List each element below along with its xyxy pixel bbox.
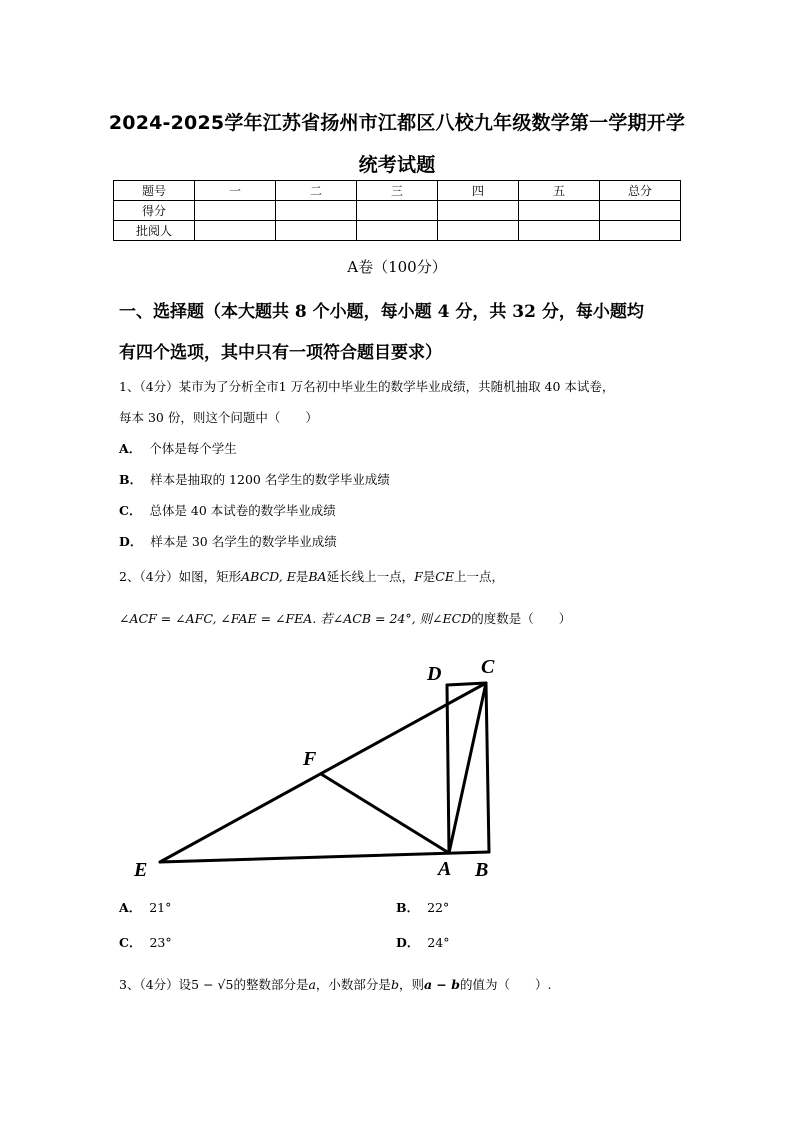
score-table-cell: 题号 (114, 181, 195, 201)
part1-heading-line-2: 有四个选项，其中只有一项符合题目要求） (119, 343, 442, 363)
q2-math: BA (308, 569, 327, 584)
option-letter: C． (119, 935, 142, 950)
segment-da (447, 685, 449, 853)
q2-option-b[interactable] (396, 898, 449, 916)
score-table-cell: 批阅人 (114, 221, 195, 241)
q3-math: 5 − √5 (191, 977, 234, 992)
option-text: 总体是 40 本试卷的数学毕业成绩 (149, 503, 336, 518)
q3-text: 的整数部分是 (233, 977, 309, 992)
segment-ac (449, 683, 486, 853)
option-text: 22° (427, 900, 450, 915)
q1-stem-line-1: 1、（4分）某市为了分析全市1 万名初中毕业生的数学毕业成绩，共随机抽取 40 本试卷， (119, 379, 615, 394)
option-letter: D． (396, 935, 420, 950)
option-text: 个体是每个学生 (149, 441, 237, 456)
q3-math: a (308, 977, 316, 992)
title-line-1: 2024-2025学年江苏省扬州市江都区八校九年级数学第一学期开学 (108, 112, 686, 134)
option-text: 样本是抽取的 1200 名学生的数学毕业成绩 (150, 472, 390, 487)
q2-math: ∠ACF = ∠AFC, ∠FAE = ∠FEA. 若∠ACB = 24°, 则∠ECD (119, 611, 472, 626)
q2-text: 是 (422, 569, 436, 584)
q2-math: F (414, 569, 423, 584)
q2-text: 2、（4分）如图，矩形 (119, 569, 242, 584)
score-table-cell: 二 (276, 181, 357, 201)
q3-stem (119, 975, 551, 993)
q2-text: 的度数是（ ） (471, 611, 572, 626)
point-label-b: B (475, 859, 489, 881)
q2-option-a[interactable] (119, 898, 171, 916)
q2-option-c[interactable] (119, 933, 172, 951)
point-label-e: E (134, 859, 148, 881)
point-label-f: F (303, 748, 317, 770)
option-text: 21° (149, 900, 172, 915)
point-label-a: A (438, 858, 452, 880)
q3-math: b (390, 977, 399, 992)
option-letter: C． (119, 503, 142, 518)
q3-text: ，则 (398, 977, 424, 992)
segment-cb (486, 683, 489, 852)
score-table-cell: 一 (195, 181, 276, 201)
q2-text: 延长线上一点， (326, 569, 415, 584)
option-letter: B． (396, 900, 420, 915)
point-label-d: D (427, 663, 442, 685)
option-letter: A． (119, 900, 142, 915)
part1-heading-line-1: 一、选择题（本大题共 8 个小题，每小题 4 分，共 32 分，每小题均 (119, 302, 644, 322)
segment-ec (160, 683, 486, 862)
q2-math: ABCD, E (241, 569, 296, 584)
section-a-label: A卷（100分） (347, 258, 447, 276)
option-text: 样本是 30 名学生的数学毕业成绩 (150, 534, 337, 549)
q3-text: 3、（4分）设 (119, 977, 192, 992)
option-letter: A． (119, 441, 142, 456)
q3-text: ，小数部分是 (315, 977, 391, 992)
q3-text: 的值为（ ）. (460, 977, 552, 992)
point-label-c: C (481, 656, 495, 678)
score-table-cell: 三 (357, 181, 438, 201)
title-line-2: 统考试题 (358, 154, 436, 176)
q2-math: CE (435, 569, 454, 584)
option-text: 23° (149, 935, 172, 950)
q1-stem-line-2: 每本 30 份，则这个问题中（ ） (119, 410, 318, 425)
score-table-cell: 四 (438, 181, 519, 201)
q2-option-d[interactable] (396, 933, 450, 951)
q3-math: a − b (423, 977, 460, 992)
q2-text: 上一点， (453, 569, 504, 584)
segment-fa (321, 774, 449, 853)
option-letter: B． (119, 472, 143, 487)
score-table-cell: 总分 (600, 181, 681, 201)
option-letter: D． (119, 534, 143, 549)
option-text: 24° (427, 935, 450, 950)
score-table-cell: 得分 (114, 201, 195, 221)
q2-text: 是 (295, 569, 309, 584)
score-table-cell: 五 (519, 181, 600, 201)
